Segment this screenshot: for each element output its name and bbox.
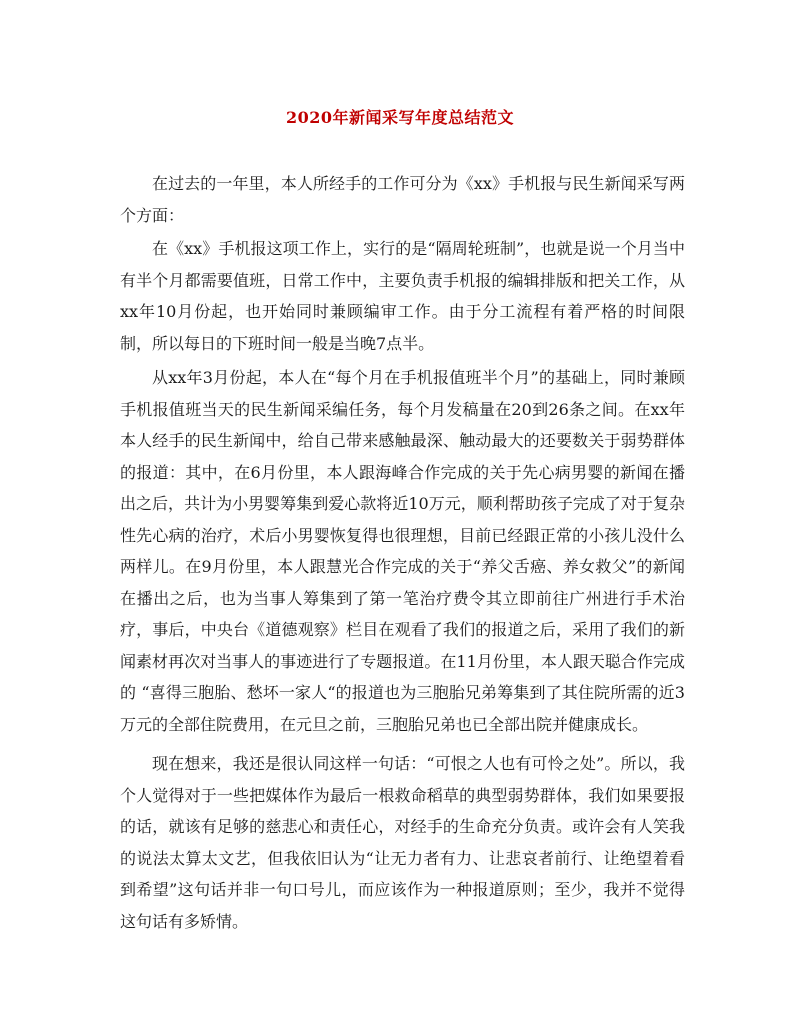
paragraph-reflection: 现在想来，我还是很认同这样一句话：“可恨之人也有可怜之处”。所以，我个人觉得对于一些把媒体作为最后一根救命稻草的典型弱势群体，我们如果要报的话，就该有足够的慈悲心和责任心，对经手的生命充分负责。或许会有人笑我的说法太算太文艺，但我依旧认为“让无力者有力、让悲哀者前行、让绝望着看到希望”这句话并非一句口号儿，而应该作为一种报道原则；至少，我并不觉得这句话有多矫情。 xyxy=(120,754,685,931)
paragraph-livelihood-news: 从xx年3月份起，本人在“每个月在手机报值班半个月”的基础上，同时兼顾手机报值班当天的民生新闻采编任务，每个月发稿量在20到26条之间。在xx年本人经手的民生新闻中，给自己带来感触最深、触动最大的还要数关于弱势群体的报道：其中，在6月份里，本人跟海峰合作完成的关于先心病男婴的新闻在播出之后，共计为小男婴筹集到爱心款将近10万元，顺利帮助孩子完成了对于复杂性先心病的治疗，术后小男婴恢复得也很理想，目前已经跟正常的小孩儿没什么两样儿。在9月份里，本人跟慧光合作完成的关于“养父舌癌、养女救父”的新闻在播出之后，也为当事人筹集到了第一笔治疗费令其立即前往广州进行手术治疗，事后，中央台《道德观察》栏目在观看了我们的报道之后，采用了我们的新闻素材再次对当事人的事迹进行了专题报道。在11月份里，本人跟天聪合作完成的 “喜得三胞胎、愁坏一家人“的报道也为三胞胎兄弟筹集到了其住院所需的近3万元的全部住院费用，在元旦之前，三胞胎兄弟也已全部出院并健康成长。 xyxy=(120,368,685,734)
paragraph-intro: 在过去的一年里，本人所经手的工作可分为《xx》手机报与民生新闻采写两个方面： xyxy=(120,174,685,225)
document-body xyxy=(120,168,685,937)
document-title: 2020年新闻采写年度总结范文 xyxy=(285,108,515,127)
paragraph-mobile-news: 在《xx》手机报这项工作上，实行的是“隔周轮班制”，也就是说一个月当中有半个月都需要值班，日常工作中，主要负责手机报的编辑排版和把关工作，从xx年10月份起，也开始同时兼顾编审工作。由于分工流程有着严格的时间限制，所以每日的下班时间一般是当晚7点半。 xyxy=(120,239,685,353)
